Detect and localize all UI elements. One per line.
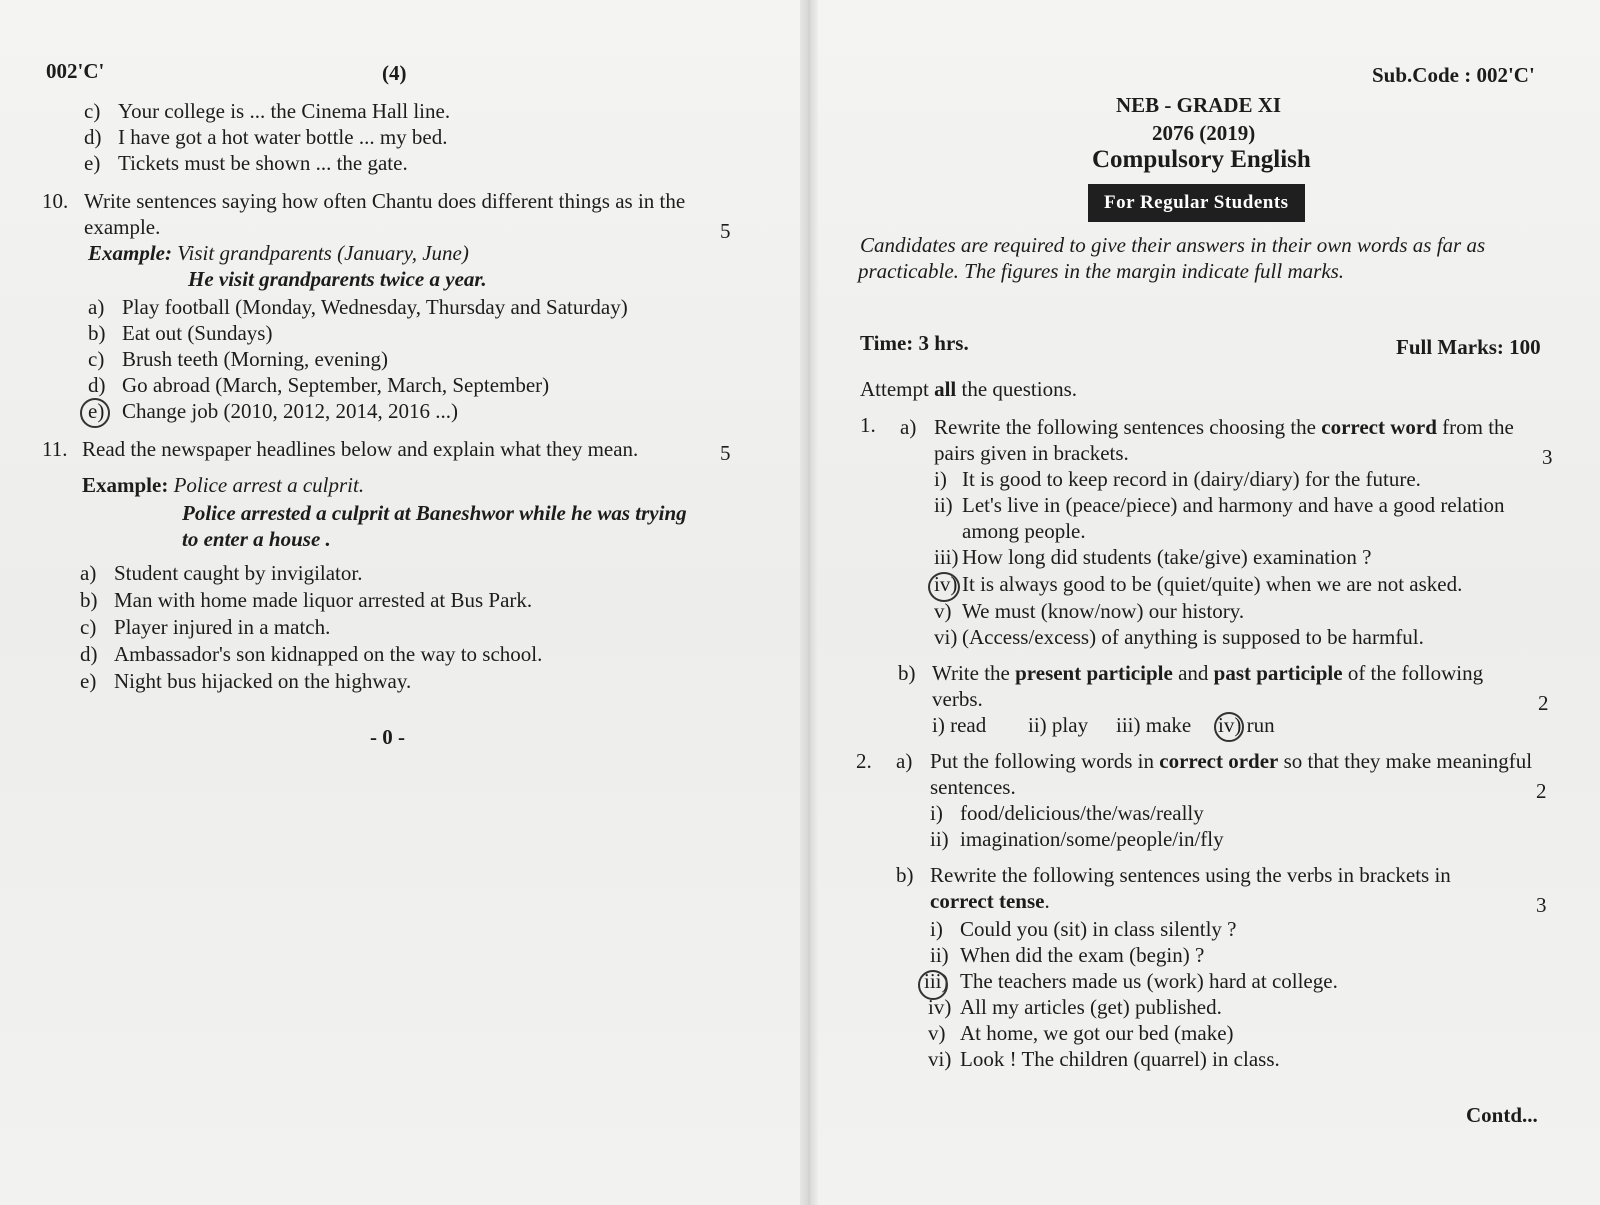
q11-item-b: b) Man with home made liquor arrested at Bus Park. <box>80 588 533 612</box>
q11-item-e: e) Night bus hijacked on the highway. <box>80 669 412 693</box>
instructions-line1: Candidates are required to give their answers in their own words as far as <box>860 233 1486 257</box>
q11-item-c: c) Player injured in a match. <box>80 615 331 639</box>
q1a-item-ii: ii) Let's live in (peace/piece) and harmony and have a good relation <box>934 493 1505 517</box>
subject-code: Sub.Code : 002'C' <box>1372 63 1535 87</box>
continued-note: Contd... <box>1466 1103 1538 1127</box>
full-marks: Full Marks: 100 <box>1396 335 1541 359</box>
q2b-text-line2: correct tense. <box>930 889 1050 913</box>
q1b-label: b) <box>898 661 916 685</box>
q2b-label: b) <box>896 863 914 887</box>
q2a-item-ii: ii) imagination/some/people/in/fly <box>930 827 1224 851</box>
left-code: 002'C' <box>46 59 105 83</box>
q11-marks: 5 <box>720 441 731 465</box>
q11-example-answer-line2: to enter a house . <box>182 527 331 551</box>
q2b-item-iv: iv) All my articles (get) published. <box>928 995 1222 1019</box>
q11-example-answer-line1: Police arrested a culprit at Baneshwor while he was trying <box>182 501 687 525</box>
q1b-marks: 2 <box>1538 691 1549 715</box>
q2b-item-ii: ii) When did the exam (begin) ? <box>930 943 1205 967</box>
q10-item-e: e) Change job (2010, 2012, 2014, 2016 ...) <box>88 399 458 423</box>
regular-students-badge: For Regular Students <box>1088 184 1305 222</box>
q9-item-c: c) Your college is ... the Cinema Hall line. <box>84 99 451 123</box>
q9-item-e: e) Tickets must be shown ... the gate. <box>84 151 408 175</box>
q10-item-c: c) Brush teeth (Morning, evening) <box>88 347 388 371</box>
q11-text: Read the newspaper headlines below and explain what they mean. <box>82 437 639 461</box>
exam-year: 2076 (2019) <box>1152 121 1256 145</box>
q2-number: 2. <box>856 749 872 773</box>
q1a-text-line2: pairs given in brackets. <box>934 441 1129 465</box>
q2b-item-vi: vi) Look ! The children (quarrel) in class. <box>928 1047 1280 1071</box>
q1b-verb-read: i) read <box>932 713 987 737</box>
q2b-item-v: v) At home, we got our bed (make) <box>928 1021 1234 1045</box>
q1b-text-line2: verbs. <box>932 687 983 711</box>
end-mark: - 0 - <box>370 725 405 749</box>
q1-number: 1. <box>860 413 876 437</box>
q1a-label: a) <box>900 415 917 439</box>
q1b-verb-run: iv) run <box>1218 713 1275 737</box>
q1b-text-line1: Write the present participle and past participle of the following <box>932 661 1484 685</box>
pen-circle-mark-run <box>1214 712 1244 742</box>
board-title: NEB - GRADE XI <box>1116 93 1282 117</box>
q10-item-d: d) Go abroad (March, September, March, September) <box>88 373 550 397</box>
q9-item-d: d) I have got a hot water bottle ... my bed. <box>84 125 448 149</box>
q10-example: Example: Visit grandparents (January, June) <box>88 241 469 265</box>
q11-item-d: d) Ambassador's son kidnapped on the way to school. <box>80 642 543 666</box>
q10-item-b: b) Eat out (Sundays) <box>88 321 273 345</box>
q10-number: 10. <box>42 189 69 213</box>
q10-example-answer: He visit grandparents twice a year. <box>188 267 487 291</box>
instructions-line2: practicable. The figures in the margin indicate full marks. <box>858 259 1345 283</box>
page-fold <box>800 0 818 1205</box>
q2a-text-line2: sentences. <box>930 775 1016 799</box>
q10-marks: 5 <box>720 219 731 243</box>
subject-title: Compulsory English <box>1092 146 1311 173</box>
q1b-verb-play: ii) play <box>1028 713 1089 737</box>
q10-text-line2: example. <box>84 215 161 239</box>
q1a-item-iii: iii) How long did students (take/give) examination ? <box>934 545 1372 569</box>
attempt-instruction: Attempt all the questions. <box>860 377 1077 401</box>
q2b-item-i: i) Could you (sit) in class silently ? <box>930 917 1237 941</box>
q2a-label: a) <box>896 749 913 773</box>
q1a-item-iv: iv) It is always good to be (quiet/quite) when we are not asked. <box>934 572 1463 596</box>
q2a-marks: 2 <box>1536 779 1547 803</box>
q2b-item-iii: iii) The teachers made us (work) hard at college. <box>924 969 1338 993</box>
q1a-text-line1: Rewrite the following sentences choosing the correct word from the <box>934 415 1514 439</box>
q1a-item-ii-cont: among people. <box>962 519 1086 543</box>
q10-item-a: a) Play football (Monday, Wednesday, Thursday and Saturday) <box>88 295 628 319</box>
q1a-marks: 3 <box>1542 445 1553 469</box>
q10-text-line1: Write sentences saying how often Chantu does different things as in the <box>84 189 686 213</box>
q1a-item-vi: vi) (Access/excess) of anything is supposed to be harmful. <box>934 625 1424 649</box>
q11-item-a: a) Student caught by invigilator. <box>80 561 363 585</box>
page-number: (4) <box>382 61 407 85</box>
q2a-item-i: i) food/delicious/the/was/really <box>930 801 1204 825</box>
q2b-marks: 3 <box>1536 893 1547 917</box>
q1a-item-i: i) It is good to keep record in (dairy/diary) for the future. <box>934 467 1421 491</box>
time-allowed: Time: 3 hrs. <box>860 331 969 355</box>
q1a-item-v: v) We must (know/now) our history. <box>934 599 1245 623</box>
q2a-text-line1: Put the following words in correct order so that they make meaningful <box>930 749 1533 773</box>
pen-circle-mark <box>80 398 110 428</box>
q11-number: 11. <box>42 437 68 461</box>
q2b-text-line1: Rewrite the following sentences using the verbs in brackets in <box>930 863 1451 887</box>
q1b-verb-make: iii) make <box>1116 713 1192 737</box>
q11-example: Example: Police arrest a culprit. <box>82 473 365 497</box>
